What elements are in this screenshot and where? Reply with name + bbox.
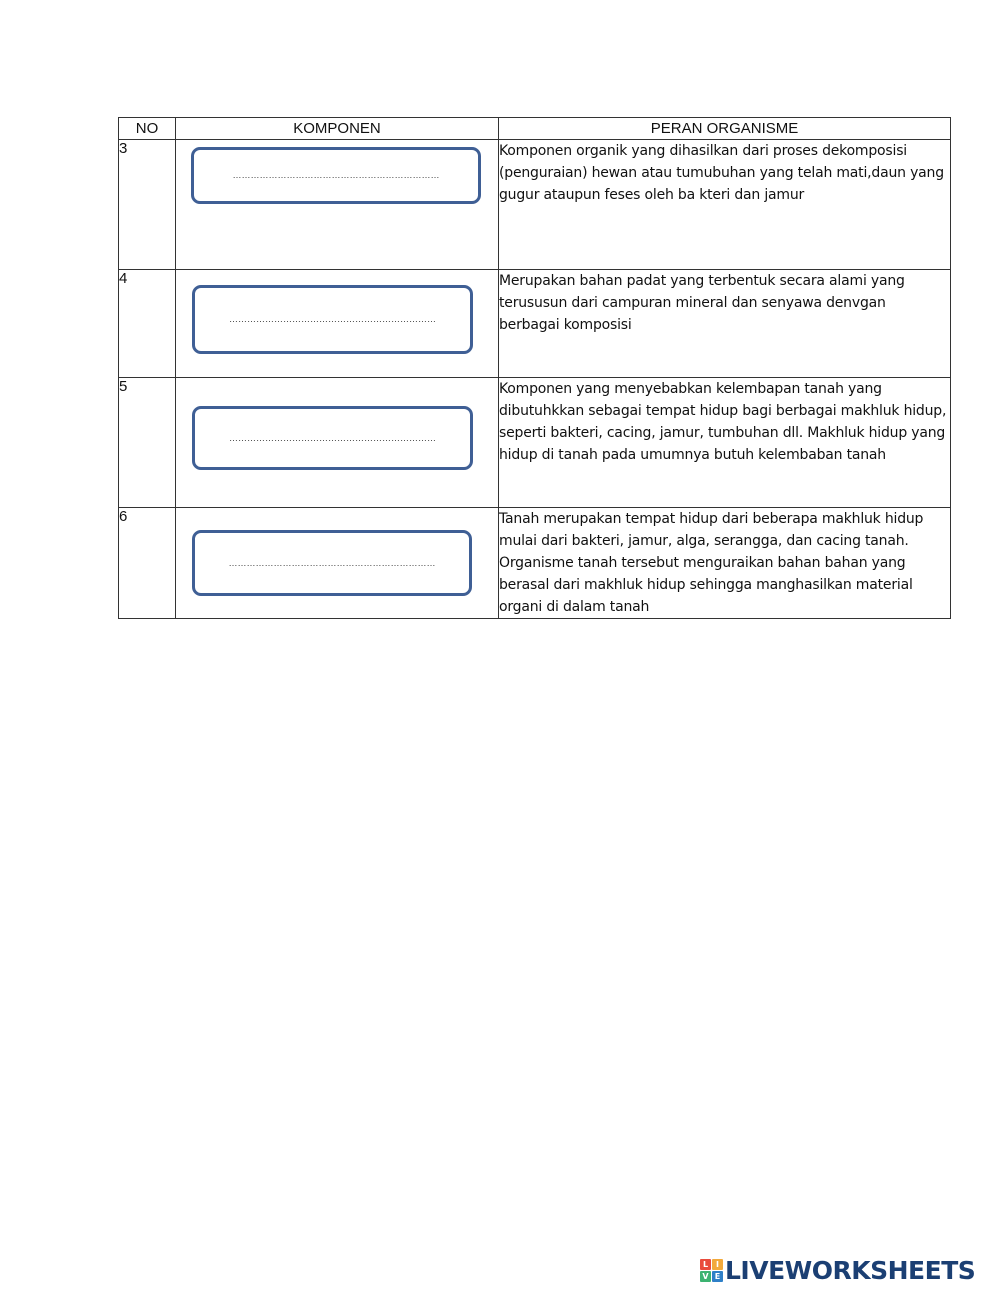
- logo-letter: I: [712, 1259, 723, 1270]
- logo-letter: L: [700, 1259, 711, 1270]
- liveworksheets-logo: [700, 1257, 975, 1283]
- answer-placeholder: ……………………………………………………………: [228, 558, 436, 568]
- brand-name: LIVEWORKSHEETS: [725, 1255, 976, 1285]
- table-row: [119, 508, 951, 619]
- komponen-cell: [176, 270, 499, 378]
- worksheet-table: [118, 117, 951, 619]
- header-no: NO: [119, 118, 176, 140]
- komponen-cell: [176, 140, 499, 270]
- header-komponen: KOMPONEN: [176, 118, 499, 140]
- answer-input[interactable]: [192, 406, 473, 470]
- answer-placeholder: ……………………………………………………………: [232, 171, 440, 180]
- komponen-cell: [176, 378, 499, 508]
- logo-mark-icon: [700, 1259, 723, 1282]
- answer-input[interactable]: [192, 285, 473, 354]
- table-row: [119, 270, 951, 378]
- answer-input[interactable]: [191, 147, 481, 204]
- answer-placeholder: ……………………………………………………………: [229, 433, 436, 443]
- peran-text: Komponen organik yang dihasilkan dari proses dekomposisi (penguraian) hewan atau tumubuhan yang telah mati,daun yang gugur ataupun feses oleh ba kteri dan jamur: [499, 140, 951, 270]
- row-number: 4: [119, 270, 176, 378]
- peran-text: Tanah merupakan tempat hidup dari beberapa makhluk hidup mulai dari bakteri, jamur, alga, serangga, dan cacing tanah. Organisme tanah tersebut menguraikan bahan bahan yang berasal dari makhluk hidup sehingga manghasilkan material organi di dalam tanah: [499, 508, 951, 619]
- peran-text: Merupakan bahan padat yang terbentuk secara alami yang terususun dari campuran mineral dan senyawa denvgan berbagai komposisi: [499, 270, 951, 378]
- peran-text: Komponen yang menyebabkan kelembapan tanah yang dibutuhkkan sebagai tempat hidup bagi berbagai makhluk hidup, seperti bakteri, cacing, jamur, tumbuhan dll. Makhluk hidup yang hidup di tanah pada umumnya butuh kelembaban tanah: [499, 378, 951, 508]
- answer-placeholder: ……………………………………………………………: [229, 315, 436, 324]
- answer-input[interactable]: [192, 530, 472, 596]
- header-row: [119, 118, 951, 140]
- logo-letter: E: [712, 1271, 723, 1282]
- table-row: [119, 140, 951, 270]
- logo-letter: V: [700, 1271, 711, 1282]
- row-number: 6: [119, 508, 176, 619]
- header-peran: PERAN ORGANISME: [499, 118, 951, 140]
- row-number: 5: [119, 378, 176, 508]
- row-number: 3: [119, 140, 176, 270]
- table-row: [119, 378, 951, 508]
- komponen-cell: [176, 508, 499, 619]
